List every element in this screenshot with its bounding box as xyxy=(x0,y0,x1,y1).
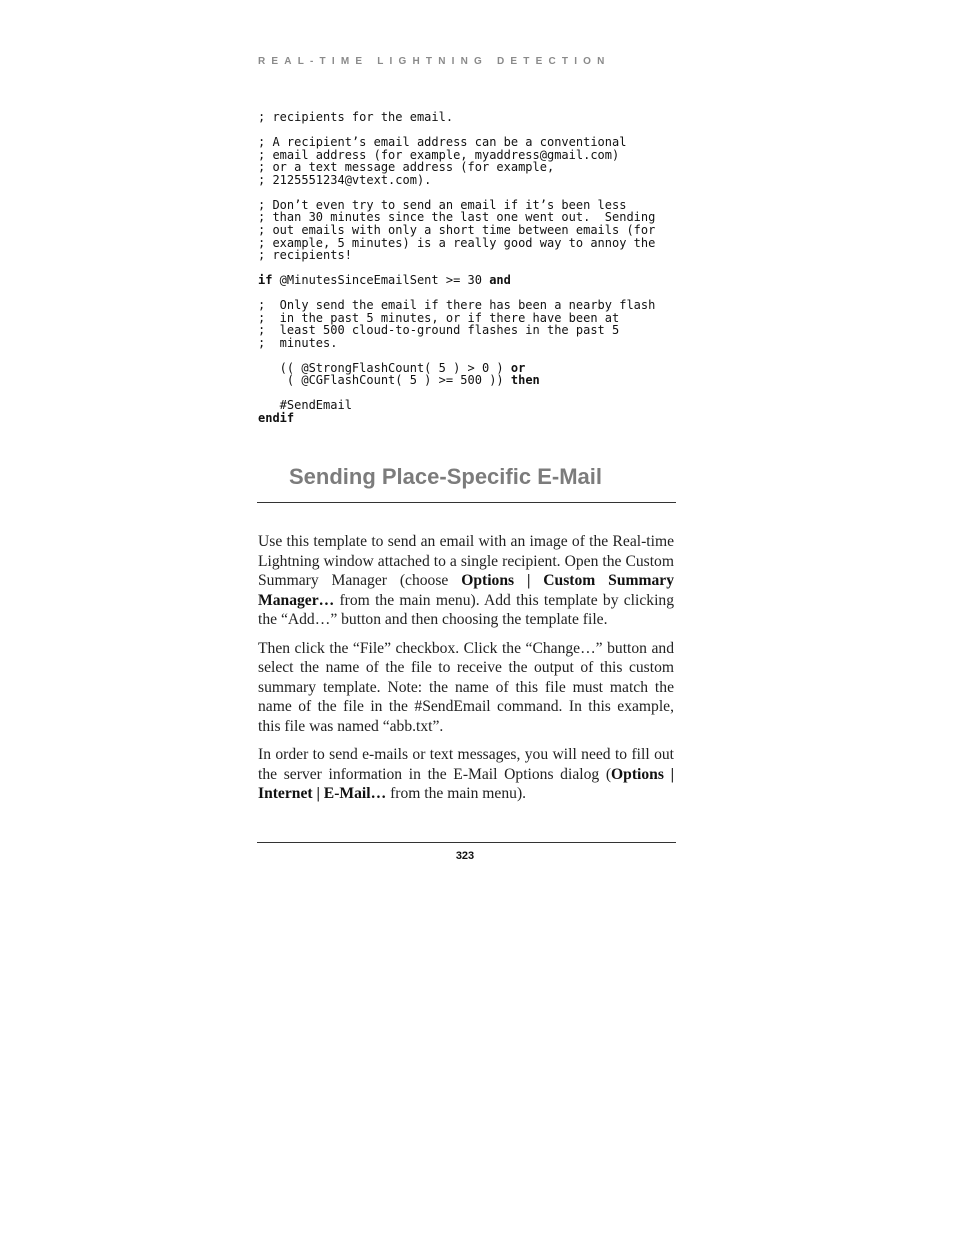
code-line: ; or a text message address (for example, xyxy=(258,160,555,175)
paragraph-text: In order to send e-mails or text messages, you will need to fill out the server information in the E-Mail Options dialog ( xyxy=(258,746,674,783)
running-head: REAL-TIME LIGHTNING DETECTION xyxy=(258,56,611,67)
section-title: Sending Place-Specific E-Mail xyxy=(289,464,602,489)
code-line: ; A recipient’s email address can be a conventional xyxy=(258,134,627,149)
code-line: ; 2125551234@vtext.com). xyxy=(258,172,432,187)
code-expression: ( @CGFlashCount( 5 ) >= 500 )) xyxy=(258,373,511,388)
code-line: ; Don’t even try to send an email if it’s been less xyxy=(258,197,627,212)
code-send-line: #SendEmail xyxy=(258,398,352,413)
code-line: ; recipients! xyxy=(258,248,352,263)
code-expression: @MinutesSinceEmailSent >= 30 xyxy=(272,273,490,288)
code-line: ; least 500 cloud-to-ground flashes in the past 5 xyxy=(258,323,620,338)
code-comment-block xyxy=(258,199,688,262)
body-text xyxy=(258,532,674,813)
code-condition-line xyxy=(258,374,688,387)
paragraph: Then click the “File” checkbox. Click the “Change…” button and select the name of the file to receive the output of this custom summary template. Note: the name of this file must match the name of the file in the #SendEmail command. In this example, this file was named “abb.txt”. xyxy=(258,639,674,735)
code-comment-block xyxy=(258,111,688,124)
section-divider xyxy=(257,502,676,503)
code-comment-block xyxy=(258,299,688,349)
paragraph xyxy=(258,745,674,804)
footer-divider xyxy=(257,842,676,843)
paragraph xyxy=(258,532,674,630)
page-number: 323 xyxy=(455,850,475,862)
menu-path: Options | Custom Summary Manager… xyxy=(258,572,674,609)
code-line: ; minutes. xyxy=(258,335,338,350)
code-line: ; in the past 5 minutes, or if there have been at xyxy=(258,310,620,325)
keyword-if: if xyxy=(258,273,273,288)
paragraph-text: Use this template to send an email with an image of the Real-time Lightning window attached to a single recipient. Open the Custom Summary Manager (choose xyxy=(258,533,674,589)
keyword-and: and xyxy=(489,273,511,288)
menu-path: Options | Internet | E-Mail… xyxy=(258,765,674,802)
code-send-block xyxy=(258,399,688,424)
code-comment-block xyxy=(258,136,688,186)
code-line: ; than 30 minutes since the last one went out. Sending xyxy=(258,210,656,225)
code-line: ; email address (for example, myaddress@gmail.com) xyxy=(258,147,620,162)
code-line: ; recipients for the email. xyxy=(258,110,454,124)
code-listing xyxy=(258,111,688,437)
keyword-endif: endif xyxy=(258,411,295,426)
code-line: ; Only send the email if there has been a nearby flash xyxy=(258,298,656,313)
keyword-then: then xyxy=(510,373,540,388)
keyword-or: or xyxy=(510,360,526,375)
code-line: ; example, 5 minutes) is a really good way to annoy the xyxy=(258,235,656,250)
code-if-line xyxy=(258,274,688,287)
paragraph-text: from the main menu). Add this template by clicking the “Add…” button and then choosing the template file. xyxy=(258,591,674,628)
code-line: ; out emails with only a short time between emails (for xyxy=(258,222,656,237)
code-expression: (( @StrongFlashCount( 5 ) > 0 ) xyxy=(258,360,511,375)
paragraph-text: from the main menu). xyxy=(386,785,527,802)
code-if-block xyxy=(258,274,688,287)
code-condition-block xyxy=(258,362,688,387)
